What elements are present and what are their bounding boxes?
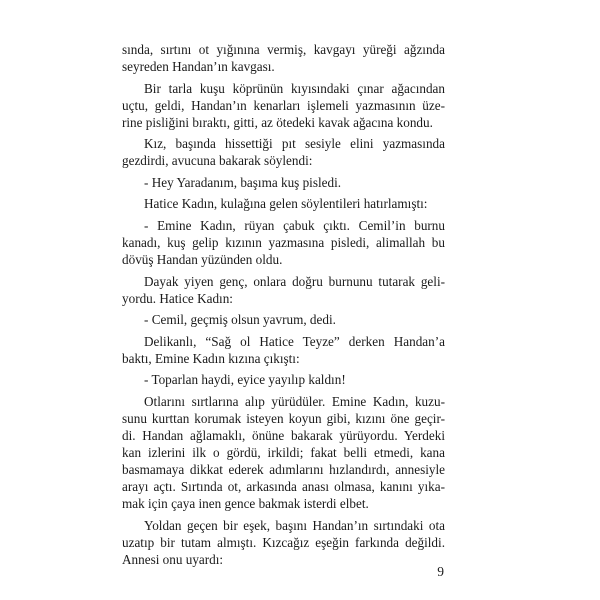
- text-line: sında, sırtını ot yığınına vermiş, kavgayı yüreği ağzında: [122, 42, 445, 57]
- text-line: uzatıp bir tutam almıştı. Kızcağız eşeğin farkında değildi.: [122, 534, 445, 550]
- text-line: di. Handan ağlamaklı, önüne bakarak yürüyordu. Yerdeki: [122, 427, 445, 443]
- text-line: Yoldan geçen bir eşek, başını Handan’ın sırtındaki ota: [144, 517, 445, 533]
- text-line: kan izlerini ilk o gördü, irkildi; fakat belli etmedi, kana: [122, 444, 445, 460]
- paragraph: [122, 80, 445, 131]
- dialogue-paragraph: [122, 311, 445, 328]
- text-line: basmamaya dikkat ederek adımlarını hızlandırdı, annesiyle: [122, 461, 445, 477]
- text-line: uçtu, geldi, Handan’ın kenarları işlemeli yazmasının üze-: [122, 97, 445, 113]
- text-line: yordu. Hatice Kadın:: [122, 290, 233, 306]
- paragraph: [122, 333, 445, 367]
- text-line: Delikanlı, “Sağ ol Hatice Teyze” derken Handan’a: [144, 333, 445, 349]
- text-line: Bir tarla kuşu köprünün kıyısındaki çınar ağacından: [144, 80, 445, 96]
- text-line: - Emine Kadın, rüyan çabuk çıktı. Cemil’in burnu: [144, 217, 445, 233]
- text-line: sunu kurttan korumak isteyen koyun gibi, kızını öne geçir-: [122, 410, 445, 426]
- paragraph: [122, 135, 445, 169]
- paragraph: [122, 41, 445, 75]
- paragraph: [122, 393, 445, 512]
- text-line: rine pisliğini bıraktı, gitti, az ötedeki kavak ağacına kondu.: [122, 114, 433, 130]
- paragraph: [122, 273, 445, 307]
- text-line: Hatice Kadın, kulağına gelen söylentileri hatırlamıştı:: [144, 196, 428, 212]
- text-line: Kız, başında hissettiği pıt sesiyle elini yazmasında: [144, 136, 445, 152]
- text-line: mak için çaya inen gence bakmak isterdi elbet.: [122, 495, 369, 511]
- text-line: kanadı, kuş gelip kızının yazmasına pisledi, alimallah bu: [122, 234, 445, 250]
- page-number: 9: [437, 564, 444, 579]
- dialogue-paragraph: [122, 174, 445, 191]
- text-line: Annesi onu uyardı:: [122, 551, 224, 567]
- text-line: Otlarını sırtlarına alıp yürüdüler. Emine Kadın, kuzu-: [144, 393, 445, 409]
- paragraph: [122, 195, 445, 212]
- text-line: Dayak yiyen genç, onlara doğru burnunu tutarak geli-: [144, 273, 445, 289]
- text-line: seyreden Handan’ın kavgası.: [122, 59, 275, 74]
- dialogue-paragraph: [122, 371, 445, 388]
- text-line: dövüş Handan yüzünden oldu.: [122, 251, 283, 267]
- text-line: arayı açtı. Sırtında ot, arkasında anası olmasa, kanını yıka-: [122, 478, 445, 494]
- text-line: - Cemil, geçmiş olsun yavrum, dedi.: [144, 312, 336, 328]
- paragraph: [122, 517, 445, 568]
- text-line: baktı, Emine Kadın kızına çıkıştı:: [122, 350, 300, 366]
- text-line: - Hey Yaradanım, başıma kuş pisledi.: [144, 174, 342, 190]
- text-line: gezdirdi, avucuna bakarak söylendi:: [122, 153, 313, 169]
- dialogue-paragraph: [122, 217, 445, 268]
- text-line: - Toparlan haydi, eyice yayılıp kaldın!: [144, 372, 346, 388]
- body-text: [122, 41, 445, 572]
